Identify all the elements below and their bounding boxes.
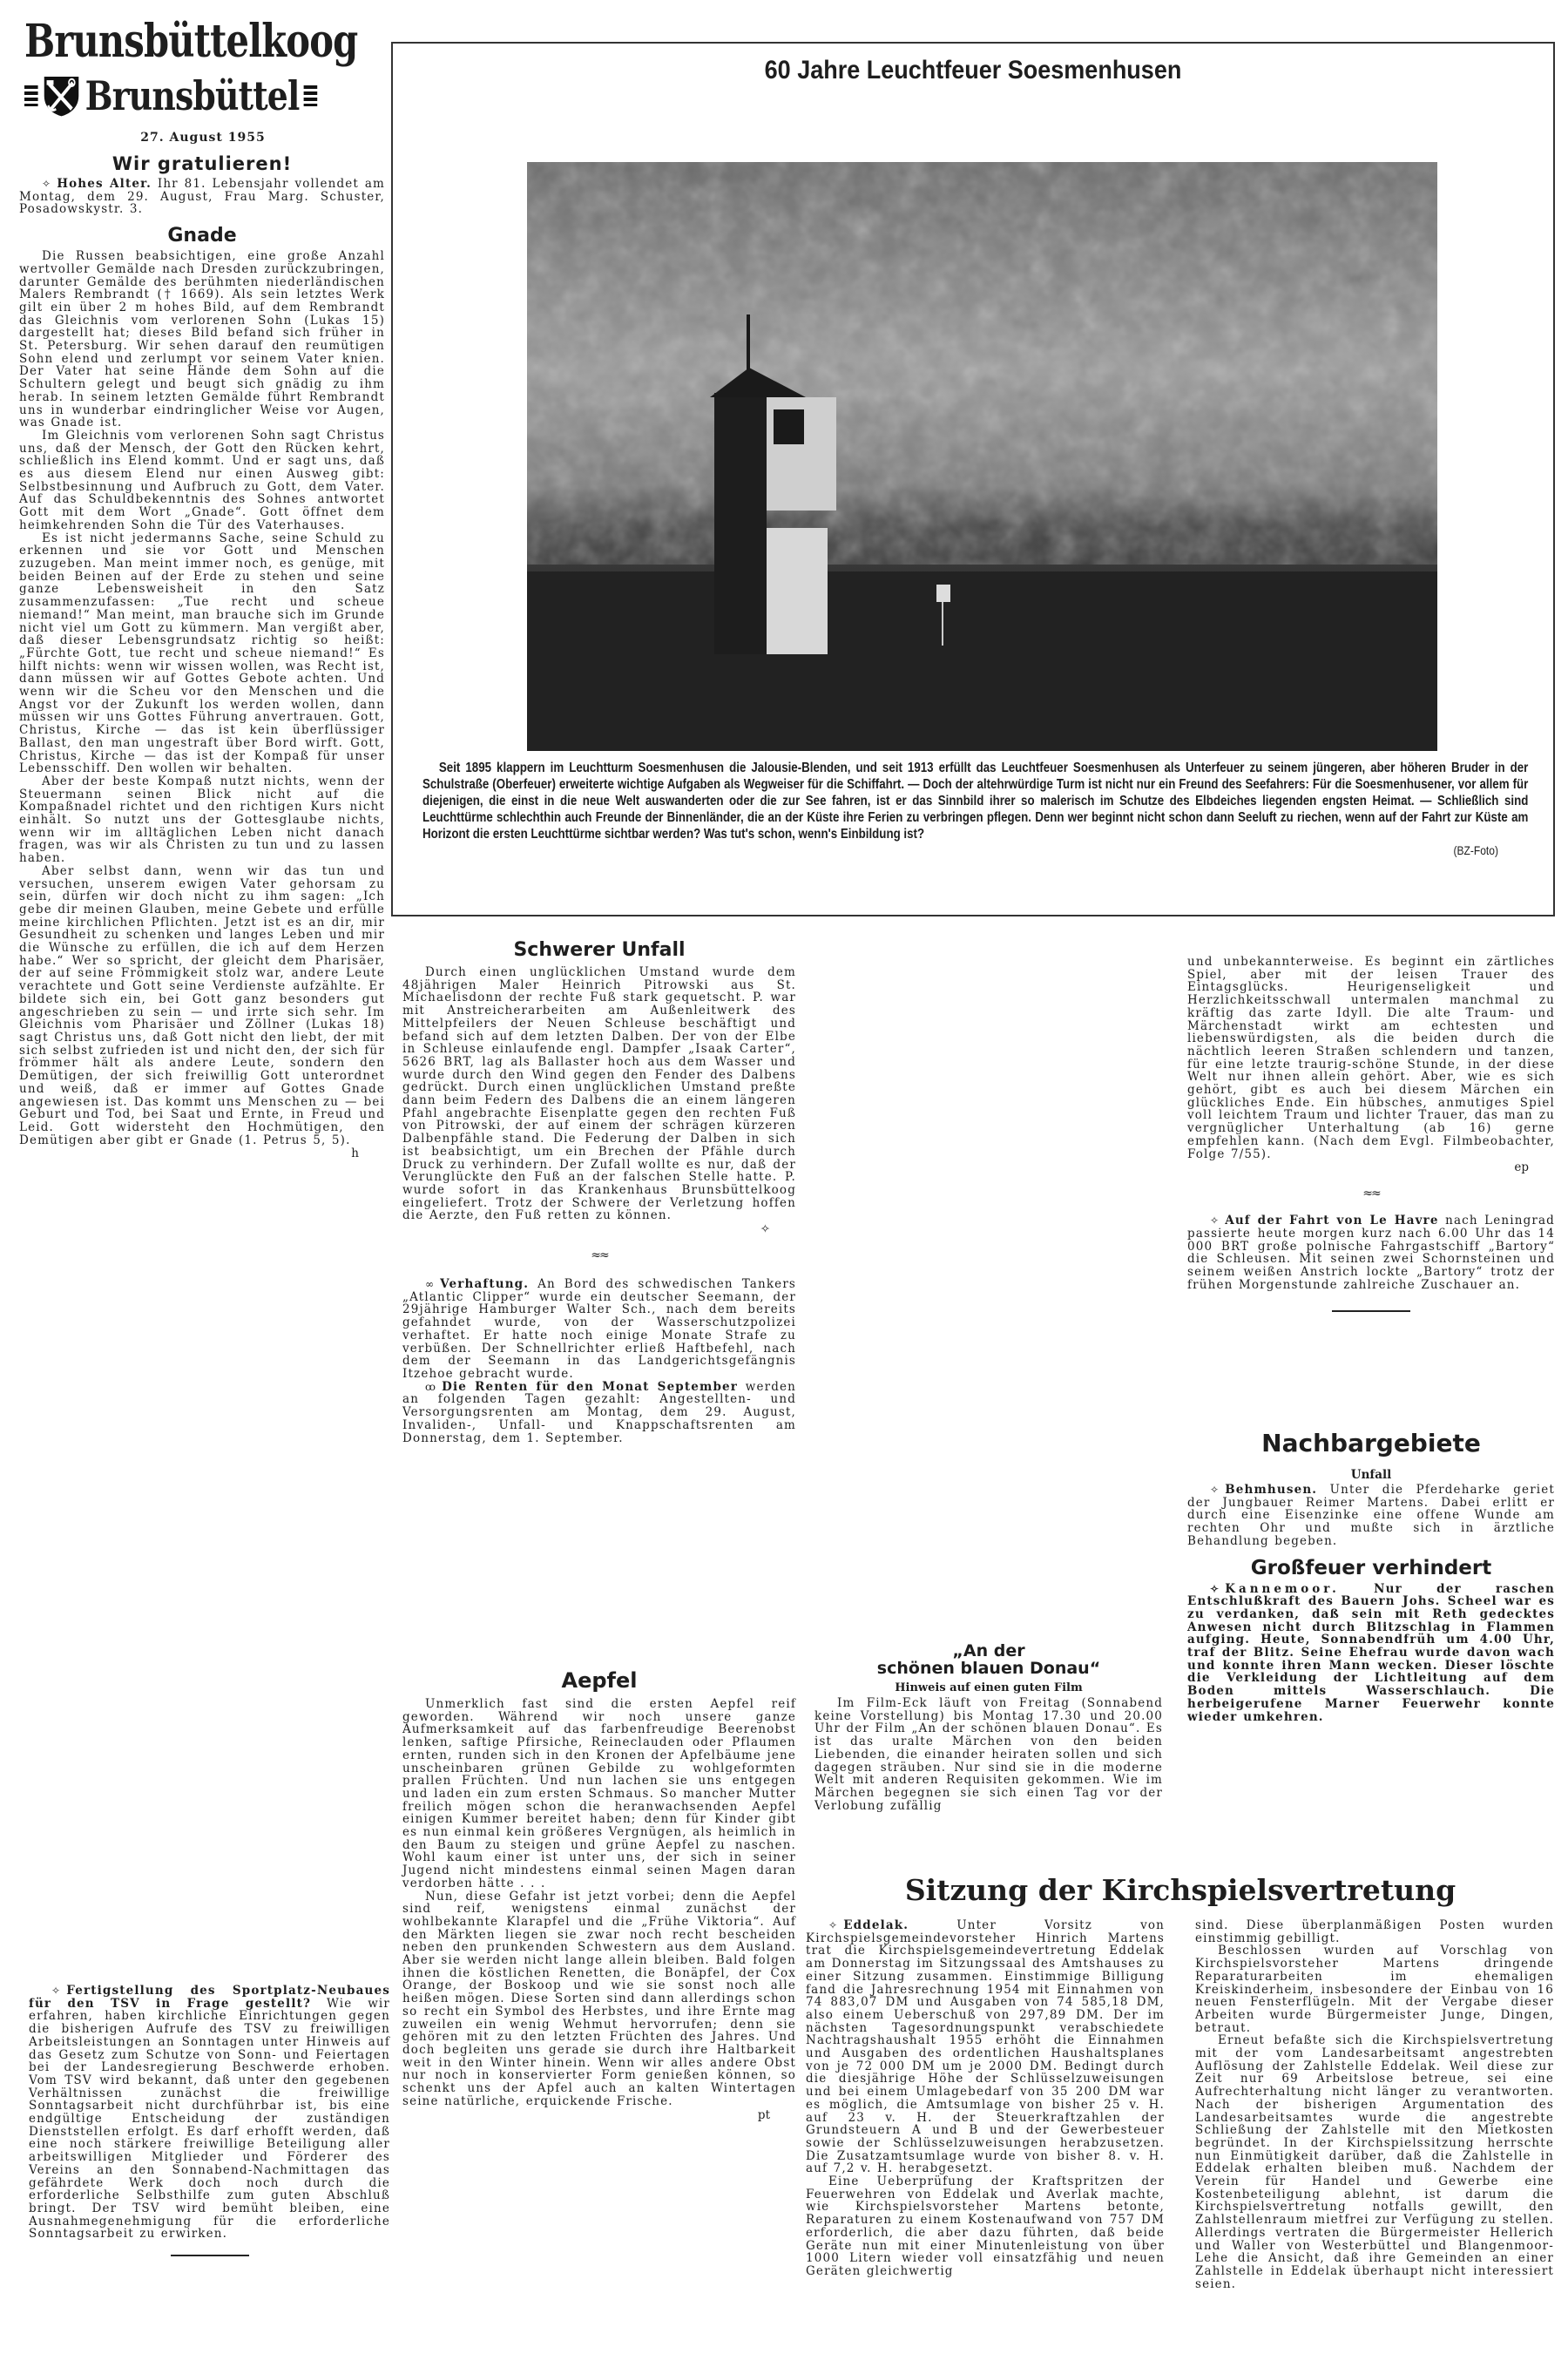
- paragraph: [19, 178, 385, 216]
- paragraph: sind. Diese überplanmäßigen Posten wurden einstimmig gebilligt.: [1195, 1918, 1554, 1945]
- handcuffs-icon: ∞: [425, 1278, 436, 1291]
- paragraph: Beschlossen wurden auf Vorschlag von Kirchspielsvorsteher Martens dringende Reparaturarbeiten im ehemaligen Kreiskinderheim, insbesondere der Einbau von 16 neuen Fensterflügeln. Mit der Vergabe dieser Arbeiten wurde Bürgermeister Junge, Dingen, betraut.: [1195, 1944, 1554, 2035]
- paragraph: Unmerklich fast sind die ersten Aepfel reif geworden. Während wir noch unsere ganze Aufmerksamkeit auf das farbenfreudige Beerenobst lenken, saftige Pfirsiche, Reineclauden oder Pflaumen ernten, runden sich in den Kronen der Apfelbäume jene unscheinbaren grünen Gebilde zu wohlgeformten prallen Früchten. Und nun lachen sie uns entgegen und laden ein zum ersten Schmaus. So mancher Mutter freilich mögen schon die heranwachsenden Aepfel einigen Kummer bereitet haben; denn für Kinder gibt es nun einmal kein größeres Vergnügen, als heimlich in den Baum zu steigen und grüne Aepfel zu naschen. Wohl kaum einer ist unter uns, der sich in seiner Jugend nicht mindestens einmal seinen Magen daran verdorben hätte . . .: [402, 1697, 796, 1890]
- article-heading-line1: „An der: [952, 1641, 1025, 1660]
- caption-text: Seit 1895 klappern im Leuchtturm Soesmenhusen die Jalousie-Blenden, und seit 1913 erfüllt das Leuchtfeuer Soesmenhusen als Unterfeuer zu seinem jüngeren, aber höheren Bruder in der Schulstraße (Oberfeuer) erweiterte wichtige Aufgaben als Wegweiser für die Schiffahrt. — Doch der altehrwürdige Turm ist nicht nur ein Freund des Seefahrers: Für die Soesmenhusener, vor allem für diejenigen, die einst in die neue Welt auswanderten oder die zur See fahren, ist er das Sinnbild ihrer so malerisch im Schutze des Elbdeiches liegenden engsten Heimat. — Schließlich sind Leuchttürme schlechthin auch Freunde der Binnenländer, die an der Küste ihre Ferien zu verbringen pflegen. Denn wer beginnt nicht schon dann Seeluft zu riechen, wenn auf der Fahrt zur Küste am Horizont die ersten Leuchttürme sichtbar werden? Was tut's schon, wenn's Einbildung ist?: [422, 761, 1529, 842]
- paragraph: Nun, diese Gefahr ist jetzt vorbei; denn die Aepfel sind reif, wenigstens einmal zunächst der wohlbekannte Klarapfel und die „Frühe Viktoria“. Auf den Märkten liegen sie zwar noch recht bescheiden neben den prunkenden Schwestern aus dem Ausland. Aber sie werden nicht lange allein bleiben. Bald folgen ihnen die köstlichen Renetten, die Bonäpfel, der Cox Orange, der Boskoop und wie sie sonst noch alle heißen mögen. Diese Sorten sind dann allerdings schon so recht ein Symbol des Herbstes, und ihre Ernte mag zuweilen ein wenig Wehmut hervorrufen; denn sie gehören mit zu den letzten Früchten des Jahres. Und doch begleiten uns gerade sie durch ihre Haltbarkeit weit in den Winter hinein. Wenn wir alles andere Obst nur noch in konservierter Form genießen können, so schenkt uns der Apfel auch an kalten Wintertagen seine natürliche, erquickende Frische.: [402, 1889, 796, 2108]
- star-icon: ✧: [42, 178, 52, 190]
- paragraph: Aber selbst dann, wenn wir das tun und versuchen, unserem ewigen Vater gehorsam zu sein, dürfen wir doch nicht zu ihm sagen: „Ich gebe dir meinen Glauben, meine Gebete und erfülle meine kirchlichen Pflichten. Jetzt ist es an dir, mir Gesundheit zu schenken und langes Leben und mir die Wünsche zu erfüllen, die ich auf dem Herzen habe.“ Wer so spricht, der gleicht dem Pharisäer, der auf seine Frömmigkeit stolz war, andere Leute verachtete und Gott seine Verdienste aufzählte. Er bildete sich ein, bei Gott ganz besonders gut angeschrieben zu sein — und irrte sich sehr. Im Gleichnis vom Pharisäer und Zöllner (Lukas 18) sagt Christus uns, daß Gott nicht den liebt, der mit sich selbst zufrieden ist und nicht den, der sich für frömmer hält als andere Leute, sondern den Demütigen, der sich freiwillig Gott unterordnet und weiß, daß er immer auf Gottes Gnade angewiesen ist. Das kommt uns Menschen zu — bei Geburt und Tod, bei Saat und Ernte, in Freud und Leid. Gott widersteht den Hochmütigen, den Demütigen aber gibt er Gnade (1. Petrus 5, 5).: [19, 863, 385, 1147]
- paragraph: Es ist nicht jedermanns Sache, seine Schuld zu erkennen und sie vor Gott und Menschen zuzugeben. Man meint immer noch, es genüge, mit beiden Beinen auf der Erde zu stehen und seine ganze Lebensweisheit in den Satz zusammenzufassen: „Tue recht und scheue niemand!“ Man meint, man brauche sich im Grunde nicht viel um Gott zu kümmern. Man vergißt aber, daß dieser Lebensgrundsatz richtig so heißt: „Fürchte Gott, tue recht und scheue niemand!“ Es hilft nichts: wenn wir wissen wollen, was Recht ist, dann müssen wir auf Gottes Gebote achten. Und wenn wir die Scheu vor den Menschen und die Angst vor der Zukunft los werden wollen, dann müssen wir uns Gottes Führung anvertrauen. Gott, Christus, Kirche — das ist kein überflüssiger Ballast, den man ungestraft über Bord wirft. Gott, Christus, Kirche — das ist der Kompaß für unser Lebensschiff. Den wollen wir behalten.: [19, 531, 385, 776]
- lighthouse-photo: [527, 162, 1437, 751]
- paragraph: Im Gleichnis vom verlorenen Sohn sagt Christus uns, daß der Mensch, der Gott den Rücken kehrt, schließlich ins Elend kommt. Und er sagt uns, daß es aus diesem Elend nur einen Ausweg gibt: Selbstbesinnung und Aufbruch zu Gott, dem Vater. Auf das Schuldbekenntnis des Sohnes antwortet Gott mit dem Wort „Gnade“. Gott öffnet dem heimkehrenden Sohn die Tür des Vaterhauses.: [19, 428, 385, 532]
- paragraph: Die Russen beabsichtigen, eine große Anzahl wertvoller Gemälde nach Dresden zurückzubringen, darunter Gemälde des berühmten niederländischen Malers Rembrandt († 1669). Als sein letztes Werk gilt ein über 2 m hohes Bild, auf dem Rembrandt das Gleichnis vom verlorenen Sohn (Lukas 15) dargestellt hat; dieses Bild befand sich früher in St. Petersburg. Wir sehen darauf den reumütigen Sohn elend und zerlumpt vor seinem Vater knien. Der Vater hat seine Hände dem Sohn auf die Schultern gelegt und beugt sich gnädig zu ihm herab. In seinem letzten Gemälde führt Rembrandt uns in wunderbar eindringlicher Weise vor Augen, was Gnade ist.: [19, 249, 385, 430]
- article-text: Durch einen unglücklichen Umstand wurde dem 48jährigen Maler Heinrich Pitrowski aus St. Michaelisdonn der rechte Fuß stark gequetscht. P. war mit Anstreicherarbeiten am Außenleitwerk des Mittelpfeilers der Neuen Schleuse beschäftigt und befand sich auf dem letzten Dalben. Der von der Elbe in Schleuse einlaufende engl. Dampfer „Isaak Carter“, 5626 BRT, lag als Ballaster hoch aus dem Wasser und wurde durch den Wind gegen den Fender des Dalbens gedrückt. Durch einen unglücklichen Umstand preßte dann beim Federn des Dalbens die an einem längeren Pfahl angebrachte Eisenplatte gegen den rechten Fuß von Pitrowski, der auf einem der schrägen kürzeren Dalbenpfähle stand. Die Federung der Dalben in sich ist beabsichtigt, um ein Brechen der Pfähle durch Druck zu verhindern. Der Zufall wollte es nur, daß der Verunglückte den Fuß an der falschen Stelle hatte. P. wurde sofort in das Krankenhaus Brunsbüttelkoog eingeliefert. Trotz der Schwere der Verletzung hoffen die Aerzte, den Fuß retten zu können.: [402, 965, 796, 1223]
- masthead-ornament-left: [24, 85, 38, 106]
- article-text: Wie wir erfahren, haben kirchliche Einrichtungen gegen die bisherigen Aufrufe des TSV zu freiwilligen Arbeitsleistungen an Sonntagen unter Hinweis auf das Gesetz zum Schutze von Sonn- und Feiertagen bei der Landesregierung Beschwerde erhoben. Vom TSV wird bekannt, daß unter den gegebenen Verhältnissen zunächst die freiwillige Sonntagsarbeit nicht durchführbar ist, bis eine endgültige Entscheidung der zuständigen Dienststellen erfolgt. Es darf erhofft werden, daß eine noch stärkere freiwillige Beteiligung aller arbeitswilligen Mitglieder und Förderer des Vereins an den Sonnabend-Nachmittagen das gefährdete Werk doch noch durch die erforderliche Selbsthilfe zum guten Abschluß bringt. Der TSV wird bemüht bleiben, eine Ausnahmegenehmigung für die erforderliche Sonntagsarbeit zu erwirken.: [29, 1996, 390, 2242]
- paragraph: [806, 1919, 1165, 2175]
- article-heading: Gnade: [167, 225, 237, 247]
- masthead-ornament-right: [303, 85, 317, 106]
- article-heading-line2: schönen blauen Donau“: [876, 1659, 1101, 1678]
- masthead-title-line2: Brunsbüttel: [84, 72, 300, 119]
- star-icon: ✧: [1210, 1484, 1220, 1496]
- paragraph: Aber der beste Kompaß nutzt nichts, wenn der Steuermann seinen Blick nicht auf die Kompaßnadel richtet und den richtigen Kurs nicht einhält. So nutzt uns der Gottesglaube nichts, wenn wir im alltäglichen Leben nicht danach fragen, was wir als Christen zu tun und zu lassen haben.: [19, 774, 385, 866]
- photo-credit: (BZ-Foto): [1453, 843, 1498, 857]
- section-nachbargebiete: [1187, 1429, 1555, 1723]
- paragraph: [402, 1278, 796, 1381]
- paragraph: [402, 1381, 796, 1445]
- bell-icon: ꝏ: [425, 1380, 437, 1393]
- article-sitzung-col1: [806, 1919, 1165, 2278]
- article-text: und unbekannterweise. Es beginnt ein zärtliches Spiel, aber mit der leisen Trauer des Eintagsglücks. Heurigenseligkeit und Herzlichkeitsschwall untermalen manchmal zu kräftig das zarte Idyll. Die alte Traum- und Märchenstadt wirkt am echtesten und liebenswürdigsten, als die beiden durch die nächtlich leeren Straßen schlendern und tanzen, für eine letzte traurig-schöne Stunde, in der diese Welt nur ihnen allein gehört. Aber, wie es sich gehört, gibt es auch bei diesem Märchen ein glückliches Ende. Ein hübsches, anmutiges Spiel voll leichtem Traum und lichter Trauer, das man zu vergnüglicher Unterhaltung (ab 16) gerne empfehlen kann. (Nach dem Evgl. Filmbeobachter, Folge 7/55).: [1187, 955, 1555, 1161]
- star-icon: ✧: [51, 1985, 62, 1997]
- paragraph: Erneut befaßte sich die Kirchspielsvertretung mit der vom Landesarbeitsamt angestrebten Auflösung der Zahlstelle Eddelak. Weil diese zur Zeit nur 69 Arbeitslose betreue, sei eine Aufrechterhaltung nicht länger zu verantworten. Nach der bisherigen Argumentation des Landesarbeitsamtes wurde die angestrebte Schließung der Zahlstelle mit den Mietkosten begründet. In der Kirchspielssitzung herrschte nun Einmütigkeit darüber, daß die Zahlstelle in Eddelak erhalten bleiben muß. Nachdem der Verein für Handel und Gewerbe eine Kostenbeteiligung ablehnt, ist darum die Kirchspielsvertretung notfalls gewillt, den Zahlstellenraum mietfrei zur Verfügung zu stellen. Allerdings vertraten die Bürgermeister Hellerich und Waller von Westerbüttel und Blangenmoor-Lehe die Ansicht, daß ihre Gemeinden an einer Zahlstelle in Eddelak überhaupt nicht interessiert seien.: [1195, 2033, 1554, 2291]
- article-heading: Schwerer Unfall: [513, 939, 686, 961]
- article-sitzung-heading-wrap: [806, 1873, 1555, 1908]
- divider: [1332, 1310, 1410, 1312]
- photo-caption: [422, 760, 1528, 858]
- divider: [171, 2255, 249, 2256]
- article-text: werden an folgenden Tagen gezahlt: Angestellten- und Versorgungsrenten am Montag, dem 29. August, Invaliden-, Unfall- und Knappschaftsrenten am Donnerstag, dem 1. September.: [402, 1379, 796, 1445]
- paragraph: Eine Ueberprüfung der Kraftspritzen der Feuerwehren von Eddelak und Averlak machte, wie Kirchspielsvorsteher Martens betonte, Reparaturen zu einem Kostenaufwand von 757 DM erforderlich, die aber dazu führten, daß beide Geräte nun mit einer Minutenleistung von über 1000 Litern wieder voll einsatzfähig und neuen Geräten gleichwertig: [806, 2174, 1165, 2278]
- masthead-title-line1: Brunsbüttelkoog: [24, 15, 358, 68]
- lead: Kannemoor.: [1225, 1581, 1340, 1596]
- photo-feature-heading: 60 Jahre Leuchtfeuer Soesmenhusen: [764, 56, 1182, 85]
- paragraph: [29, 1985, 390, 2241]
- star-icon: ✧: [1210, 1582, 1220, 1595]
- wave-divider-icon: ≈≈: [1362, 1187, 1380, 1201]
- article-heading: Wir gratulieren!: [112, 153, 293, 174]
- paragraph: [1187, 1484, 1555, 1548]
- article-gratulieren: [19, 153, 385, 1160]
- coat-of-arms-icon: [43, 64, 81, 127]
- lead: Fertigstellung des Sportplatz-Neubaues für den TSV in Frage gestellt?: [29, 1984, 390, 2011]
- star-icon: ✧: [828, 1919, 839, 1931]
- author-signature: h: [351, 1146, 359, 1161]
- article-subheading: Hinweis auf einen guten Film: [895, 1681, 1083, 1694]
- article-sportplatz: [29, 1985, 390, 2270]
- masthead: [24, 15, 382, 145]
- paragraph-text: Unter Vorsitz von Kirchspielsgemeindevorsteher Hinrich Martens trat die Kirchspielsgemeindevertretung Eddelak am Donnerstag im Sitzungssaal des Amtshauses zu einer Sitzung zusammen. Einstimmige Billigung fand die Jahresrechnung 1954 mit Einnahmen von 74 883,07 DM und Ausgaben von 74 585,18 DM, also einem Ueberschuß von 297,89 DM. Der im nächsten Tagesordnungspunkt verabschiedete Nachtragshaushalt 1955 erhöht die Einnahmen und Ausgaben des ordentlichen Haushaltsplanes von je 72 000 DM um je 2000 DM. Bedingt durch die diesjährige Höhe der Schlüsselzuweisungen und bei einem Umlagebedarf von 35 200 DM war es möglich, die Amtsumlage von bisher 25 v. H. auf 23 v. H. der Steuerkraftzahlen der Grundsteuern A und B und der Gewerbesteuer sowie der Schlüsselzuweisungen herabzusetzen. Die Zusatzamtsumlage wurde von bisher 8. v. H. auf 7,2 v. H. herabgesetzt.: [806, 1918, 1165, 2176]
- article-aepfel: [402, 1668, 796, 2122]
- masthead-row: [24, 64, 317, 127]
- article-heading: Großfeuer verhindert: [1250, 1556, 1492, 1579]
- article-text: Ihr 81. Lebensjahr vollendet am Montag, dem 29. August, Frau Marg. Schuster, Posadowskystr. 3.: [19, 177, 385, 217]
- article-donau: [814, 1642, 1163, 1812]
- article-text: Im Film-Eck läuft von Freitag (Sonnabend keine Vorstellung) bis Montag 17.30 und 20.00 Uhr der Film „An der schönen blauen Donau“. Es ist das uralte Märchen von den beiden Liebenden, die einander heiraten sollen und sich dagegen sträuben. Nur sind sie in die moderne Welt mit anderen Requisiten gekommen. Wie im Märchen begegnen sie sich einen Tag vor der Verlobung zufällig: [814, 1696, 1163, 1813]
- paragraph: [1187, 1214, 1555, 1291]
- lead: Verhaftung.: [440, 1277, 530, 1292]
- lead: Hohes Alter.: [57, 177, 152, 191]
- article-heading: Sitzung der Kirchspielsvertretung: [904, 1873, 1456, 1907]
- article-subheading: Unfall: [1350, 1468, 1392, 1482]
- article-text: Unter die Pferdeharke geriet der Jungbauer Reimer Martens. Dabei erlitt er durch eine Eisenzinke eine offene Wunde am rechten Ohr und mußte sich in ärztliche Behandlung begeben.: [1187, 1483, 1555, 1548]
- lead: Die Renten für den Monat September: [442, 1379, 739, 1394]
- article-donau-continued: [1187, 956, 1555, 1326]
- article-schwerer-unfall: [402, 939, 796, 1444]
- author-signature: pt: [757, 2107, 770, 2122]
- star-icon: ✧: [760, 1222, 770, 1237]
- wave-divider-icon: ≈≈: [591, 1248, 608, 1263]
- lead: Behmhusen.: [1225, 1483, 1318, 1497]
- star-icon: ✧: [1210, 1214, 1220, 1227]
- lead: Eddelak.: [843, 1918, 909, 1932]
- author-signature: ep: [1514, 1160, 1529, 1175]
- lead: Auf der Fahrt von Le Havre: [1225, 1214, 1439, 1228]
- section-heading: Nachbargebiete: [1261, 1429, 1481, 1457]
- paragraph: [1187, 1583, 1555, 1724]
- article-heading: Aepfel: [561, 1668, 638, 1693]
- issue-date: 27. August 1955: [140, 131, 266, 145]
- article-text: nach Leningrad passierte heute morgen kurz nach 6.00 Uhr das 14 000 BRT große polnische Fahrgastschiff „Bartory“ die Schleusen. Mit seinen zwei Schornsteinen und seinem weißen Anstrich lockte „Bartory“ trotz der frühen Morgenstunde zahlreiche Zuschauer an.: [1187, 1214, 1555, 1292]
- article-sitzung-col2: [1195, 1919, 1554, 2290]
- article-text: Nur der raschen Entschlußkraft des Bauern Johs. Scheel war es zu verdanken, daß sein mit Reth gedecktes Anwesen nicht durch Blitzschlag in Flammen aufging. Heute, Sonnabendfrüh um 4.00 Uhr, traf der Blitz. Seine Ehefrau wurde davon wach und konnte ihren Mann wecken. Dieser löschte die Verkleidung der Lichtleitung auf dem Boden mittels Wasserschlauch. Die herbeigerufene Marner Feuerwehr konnte wieder umkehren.: [1187, 1581, 1555, 1724]
- article-text: An Bord des schwedischen Tankers „Atlantic Clipper“ wurde ein deutscher Seemann, der 29jährige Hamburger Walter Sch., nach dem bereits gefahndet wurde, von der Wasserschutzpolizei verhaftet. Er hatte noch einige Monate Strafe zu verbüßen. Der Schnellrichter erließ Haftbefehl, nach dem der Seemann in das Landgerichtsgefängnis Itzehoe gebracht wurde.: [402, 1277, 796, 1381]
